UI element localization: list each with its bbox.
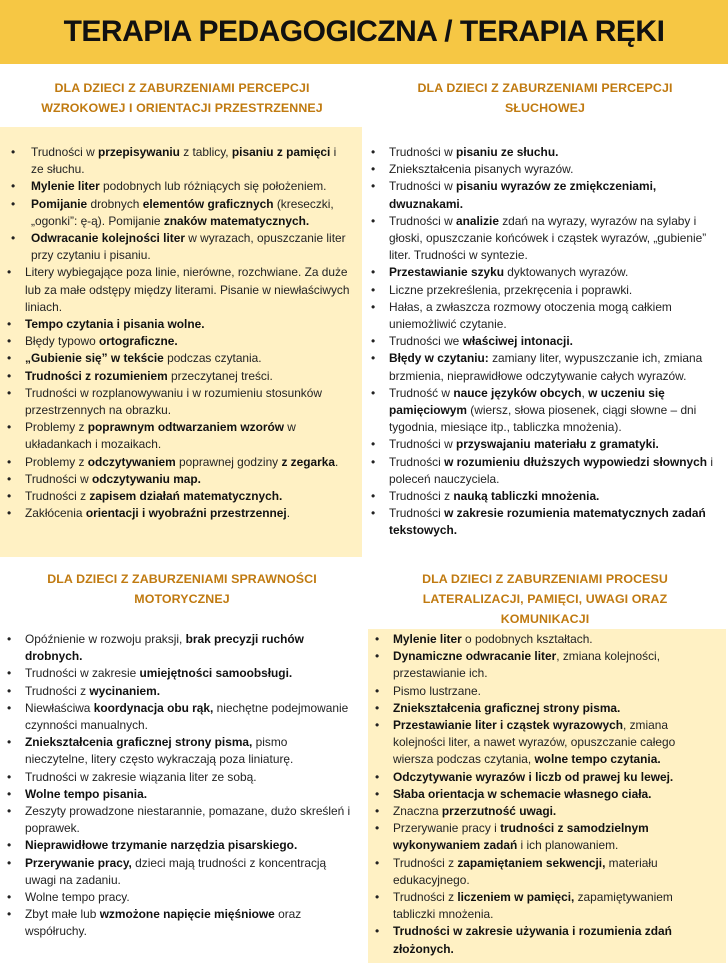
- bold-text: brak precyzji ruchów drobnych.: [25, 632, 304, 664]
- text: Trudności z: [25, 489, 90, 504]
- bold-text: wycinaniem.: [89, 683, 161, 698]
- text: Trudności we: [389, 334, 463, 349]
- bold-text: w zakresie rozumienia matematycznych zadań tekstowych.: [389, 506, 706, 538]
- text: o podobnych kształtach.: [461, 632, 593, 646]
- bold-text: Przestawianie szyku: [389, 265, 504, 280]
- text: .: [286, 506, 290, 521]
- text: (wiersz, słowa piosenek, ciągi słowne – dni tygodnia, miesiące itp., tabliczka mnożenia).: [389, 403, 697, 435]
- list-motor: [0, 622, 362, 941]
- panel-motor: [0, 622, 362, 962]
- text: dzieci mają trudności z koncentracją uwagi na zadaniu.: [25, 855, 327, 887]
- section-title-line: WZROKOWEJ I ORIENTACJI PRZESTRZENNEJ: [41, 101, 323, 115]
- text: .: [334, 454, 339, 469]
- text: Problemy z: [25, 454, 88, 469]
- bold-text: właściwej intonacji.: [462, 334, 573, 349]
- list-visual: [0, 127, 362, 522]
- text: Litery wybiegające poza linie, nierówne, rozchwiane. Za duże lub za małe odstępy między literami. Pisanie w niewłaściwych liniach.: [25, 265, 350, 314]
- list-item: [4, 264, 352, 316]
- list-item: [4, 454, 352, 471]
- text: poprawnej godziny: [175, 454, 282, 469]
- text: i ich planowaniem.: [517, 838, 619, 853]
- list-item: [4, 631, 352, 665]
- list-item: [4, 665, 352, 682]
- list-item: [4, 488, 352, 505]
- text: Trudności w: [31, 145, 98, 159]
- text: , zmiana kolejności, przestawianie ich.: [393, 649, 660, 681]
- text: Trudność w: [389, 385, 454, 400]
- bold-text: przerzutność uwagi.: [441, 804, 557, 819]
- bold-text: ortograficzne.: [99, 334, 178, 349]
- text: Niewłaściwa: [25, 700, 94, 715]
- list-item: [4, 855, 352, 889]
- bold-text: Wolne tempo pisania.: [25, 786, 148, 801]
- section-title-line: DLA DZIECI Z ZABURZENIAMI PROCESU: [422, 572, 668, 586]
- text: Znaczna: [393, 804, 442, 819]
- list-item: [4, 786, 352, 803]
- text: Trudności z: [393, 855, 458, 870]
- text: Błędy typowo: [25, 334, 100, 349]
- list-item: [4, 906, 352, 940]
- text: zapamiętywaniem tabliczki mnożenia.: [393, 890, 673, 922]
- bold-text: pisaniu ze słuchu.: [455, 145, 559, 159]
- text: i ze słuchu.: [31, 145, 337, 177]
- text: Zniekształcenia pisanych wyrazów.: [389, 162, 574, 177]
- bold-text: Błędy w czytaniu:: [389, 351, 489, 366]
- list-item: [372, 717, 718, 769]
- bold-text: Przerywanie pracy,: [25, 855, 132, 870]
- list-item: [4, 889, 352, 906]
- text: Zbyt małe lub: [25, 907, 100, 922]
- bold-text: wzmożone napięcie mięśniowe: [99, 907, 275, 922]
- text: Zeszyty prowadzone niestarannie, pomazane, dużo skreśleń i poprawek.: [25, 804, 351, 836]
- bold-text: Trudności w zakresie używania i rozumienia zdań złożonych.: [393, 924, 672, 956]
- text: (kreseczki, „ogonki”: ę-ą). Pomijanie: [31, 196, 334, 228]
- bold-text: nauką tabliczki mnożenia.: [453, 489, 600, 504]
- list-item: [4, 316, 352, 333]
- section-title-line: DLA DZIECI Z ZABURZENIAMI SPRAWNOŚCI: [47, 572, 317, 586]
- bold-text: umiejętności samoobsługi.: [139, 666, 293, 681]
- list-item: [4, 683, 352, 700]
- list-item: [368, 385, 720, 437]
- bold-text: Pomijanie: [31, 196, 88, 211]
- list-item: [4, 178, 352, 195]
- text: Trudności: [389, 506, 445, 521]
- panel-auditory: [362, 127, 728, 557]
- text: Wolne tempo pracy.: [25, 890, 130, 905]
- list-item: [372, 786, 718, 803]
- text: Trudności z: [393, 890, 458, 905]
- list-item: [4, 734, 352, 768]
- bold-text: Zniekształcenia graficznej strony pisma,: [25, 735, 253, 750]
- text: Trudności w zakresie: [25, 666, 140, 681]
- list-item: [368, 350, 720, 384]
- text: Hałas, a zwłaszcza rozmowy otoczenia mogą całkiem uniemożliwić czytanie.: [389, 299, 672, 332]
- bold-text: wolne tempo czytania.: [534, 752, 661, 767]
- text: Trudności w: [25, 471, 92, 486]
- bold-text: odczytywaniu map.: [91, 471, 201, 486]
- list-item: [368, 436, 720, 453]
- section-title-lateral: [368, 569, 722, 629]
- text: materiału edukacyjnego.: [393, 855, 658, 887]
- text: podczas czytania.: [163, 351, 262, 366]
- bold-text: Mylenie liter: [31, 179, 100, 194]
- text: Opóźnienie w rozwoju praksji,: [25, 632, 186, 646]
- list-item: [368, 333, 720, 350]
- list-item: [4, 419, 352, 453]
- list-item: [4, 333, 352, 350]
- bold-text: w rozumieniu dłuższych wypowiedzi słownych: [444, 454, 708, 469]
- list-item: [372, 631, 718, 648]
- list-item: [372, 769, 718, 786]
- bold-text: znaków matematycznych.: [163, 213, 310, 228]
- bold-text: pisaniu z pamięci: [231, 145, 331, 159]
- bold-text: zapisem działań matematycznych.: [89, 489, 283, 504]
- bold-text: Trudności z rozumieniem: [25, 368, 168, 383]
- text: Liczne przekreślenia, przekręcenia i poprawki.: [389, 282, 633, 297]
- text: w układankach i mozaikach.: [25, 420, 296, 452]
- list-item: [372, 700, 718, 717]
- text: Trudności z: [389, 489, 454, 504]
- text: Trudności w: [389, 213, 456, 228]
- list-item: [372, 923, 718, 957]
- bold-text: przyswajaniu materiału z gramatyki.: [455, 437, 659, 452]
- list-auditory: [362, 127, 728, 540]
- bold-text: Nieprawidłowe trzymanie narzędzia pisarskiego.: [25, 838, 298, 853]
- list-item: [368, 488, 720, 505]
- text: niechętne podejmowanie czynności manualnych.: [25, 700, 349, 733]
- list-item: [368, 299, 720, 333]
- bold-text: Mylenie liter: [393, 632, 462, 646]
- list-item: [4, 230, 352, 264]
- page-title: TERAPIA PEDAGOGICZNA / TERAPIA RĘKI: [63, 15, 665, 48]
- list-item: [372, 648, 718, 682]
- section-title-auditory: [368, 78, 722, 118]
- text: w wyrazach, opuszczanie liter przy czytaniu i pisaniu.: [31, 231, 346, 263]
- section-title-line: KOMUNIKACJI: [500, 612, 590, 626]
- section-title-line: DLA DZIECI Z ZABURZENIAMI PERCEPCJI: [54, 81, 310, 95]
- bold-text: nauce języków obcych: [453, 385, 582, 400]
- list-item: [372, 855, 718, 889]
- list-item: [368, 213, 720, 265]
- text: Trudności w rozplanowywaniu i w rozumieniu stosunków przestrzennych na obrazku.: [25, 385, 322, 418]
- text: Trudności z: [25, 683, 90, 698]
- list-item: [368, 282, 720, 299]
- list-item: [4, 144, 352, 178]
- list-item: [4, 769, 352, 786]
- text: Trudności w: [389, 145, 456, 159]
- list-item: [368, 505, 720, 539]
- list-item: [4, 368, 352, 385]
- bold-text: przepisywaniu: [97, 145, 180, 159]
- bold-text: orientacji i wyobraźni przestrzennej: [85, 506, 287, 521]
- text: podobnych lub różniących się położeniem.: [99, 179, 327, 194]
- bold-text: pisaniu wyrazów ze zmiękczeniami, dwuznakami.: [389, 179, 657, 211]
- text: Trudności w zakresie wiązania liter ze sobą.: [25, 769, 257, 784]
- list-item: [368, 178, 720, 212]
- list-item: [372, 803, 718, 820]
- bold-text: Przestawianie liter i cząstek wyrazowych: [393, 718, 623, 733]
- text: , zmiana kolejności liter, a nawet wyrazów, opuszczanie całego wiersza podczas czytania,: [393, 718, 676, 767]
- section-title-line: SŁUCHOWEJ: [504, 101, 586, 115]
- text: oraz współruchy.: [25, 907, 302, 939]
- text: Trudności w: [389, 179, 456, 194]
- bold-text: Słaba orientacja w schemacie własnego ciała.: [393, 786, 652, 801]
- panel-lateral: [368, 629, 726, 963]
- list-item: [4, 385, 352, 419]
- text: zamiany liter, wypuszczanie ich, zmiana brzmienia, nieprawidłowe odczytywanie całych wyrazów.: [389, 351, 703, 383]
- bold-text: liczeniem w pamięci,: [457, 890, 575, 905]
- bold-text: Dynamiczne odwracanie liter: [393, 649, 557, 664]
- bold-text: w uczeniu się pamięciowym: [389, 385, 665, 418]
- text: Trudności w: [389, 437, 456, 452]
- text: przeczytanej treści.: [167, 368, 273, 383]
- text: pismo nieczytelne, litery często wykraczają poza liniaturę.: [25, 735, 294, 767]
- list-item: [4, 505, 352, 522]
- section-title-line: DLA DZIECI Z ZABURZENIAMI PERCEPCJI: [417, 81, 673, 95]
- section-title-motor: [8, 569, 356, 609]
- list-item: [4, 471, 352, 488]
- list-item: [4, 837, 352, 854]
- bold-text: analizie: [455, 213, 499, 228]
- text: drobnych: [87, 196, 143, 211]
- text: dyktowanych wyrazów.: [504, 265, 629, 280]
- bold-text: elementów graficznych: [142, 196, 274, 211]
- bold-text: odczytywaniem: [87, 454, 176, 469]
- bold-text: zapamiętaniem sekwencji,: [457, 855, 606, 870]
- panel-visual: [0, 127, 362, 557]
- list-item: [368, 264, 720, 281]
- list-item: [4, 196, 352, 230]
- bold-text: koordynacja obu rąk,: [93, 700, 214, 715]
- section-title-visual: [8, 78, 356, 118]
- list-item: [372, 889, 718, 923]
- list-item: [368, 161, 720, 178]
- text: i poleceń nauczyciela.: [389, 454, 713, 486]
- text: Zakłócenia: [25, 506, 86, 521]
- bold-text: poprawnym odtwarzaniem wzorów: [87, 420, 284, 435]
- text: Problemy z: [25, 420, 88, 435]
- section-title-line: LATERALIZACJI, PAMIĘCI, UWAGI ORAZ: [422, 592, 668, 606]
- list-lateral: [368, 629, 726, 958]
- list-item: [4, 803, 352, 837]
- bold-text: Odczytywanie wyrazów i liczb od prawej ku lewej.: [393, 769, 674, 784]
- title-banner: [0, 0, 728, 64]
- list-item: [372, 820, 718, 854]
- text: Trudności: [389, 454, 445, 469]
- list-item: [4, 350, 352, 367]
- list-item: [372, 683, 718, 700]
- section-title-line: MOTORYCZNEJ: [134, 592, 230, 606]
- bold-text: Zniekształcenia graficznej strony pisma.: [393, 700, 621, 715]
- text: z tablicy,: [179, 145, 232, 159]
- bold-text: trudności z samodzielnym wykonywaniem zadań: [393, 821, 649, 853]
- list-item: [368, 144, 720, 161]
- bold-text: Odwracanie kolejności liter: [31, 231, 185, 246]
- list-item: [4, 700, 352, 734]
- text: Przerywanie pracy i: [393, 821, 501, 836]
- text: Pismo lustrzane.: [393, 683, 481, 698]
- text: zdań na wyrazy, wyrazów na sylaby i głoski, opuszczanie końcówek i cząstek wyrazów, „gubienie” liter. Trudności w syntezie.: [389, 213, 707, 263]
- bold-text: „Gubienie się” w tekście: [25, 351, 164, 366]
- text: ,: [581, 385, 589, 400]
- bold-text: z zegarka: [281, 454, 335, 469]
- bold-text: Tempo czytania i pisania wolne.: [25, 317, 205, 332]
- list-item: [368, 454, 720, 488]
